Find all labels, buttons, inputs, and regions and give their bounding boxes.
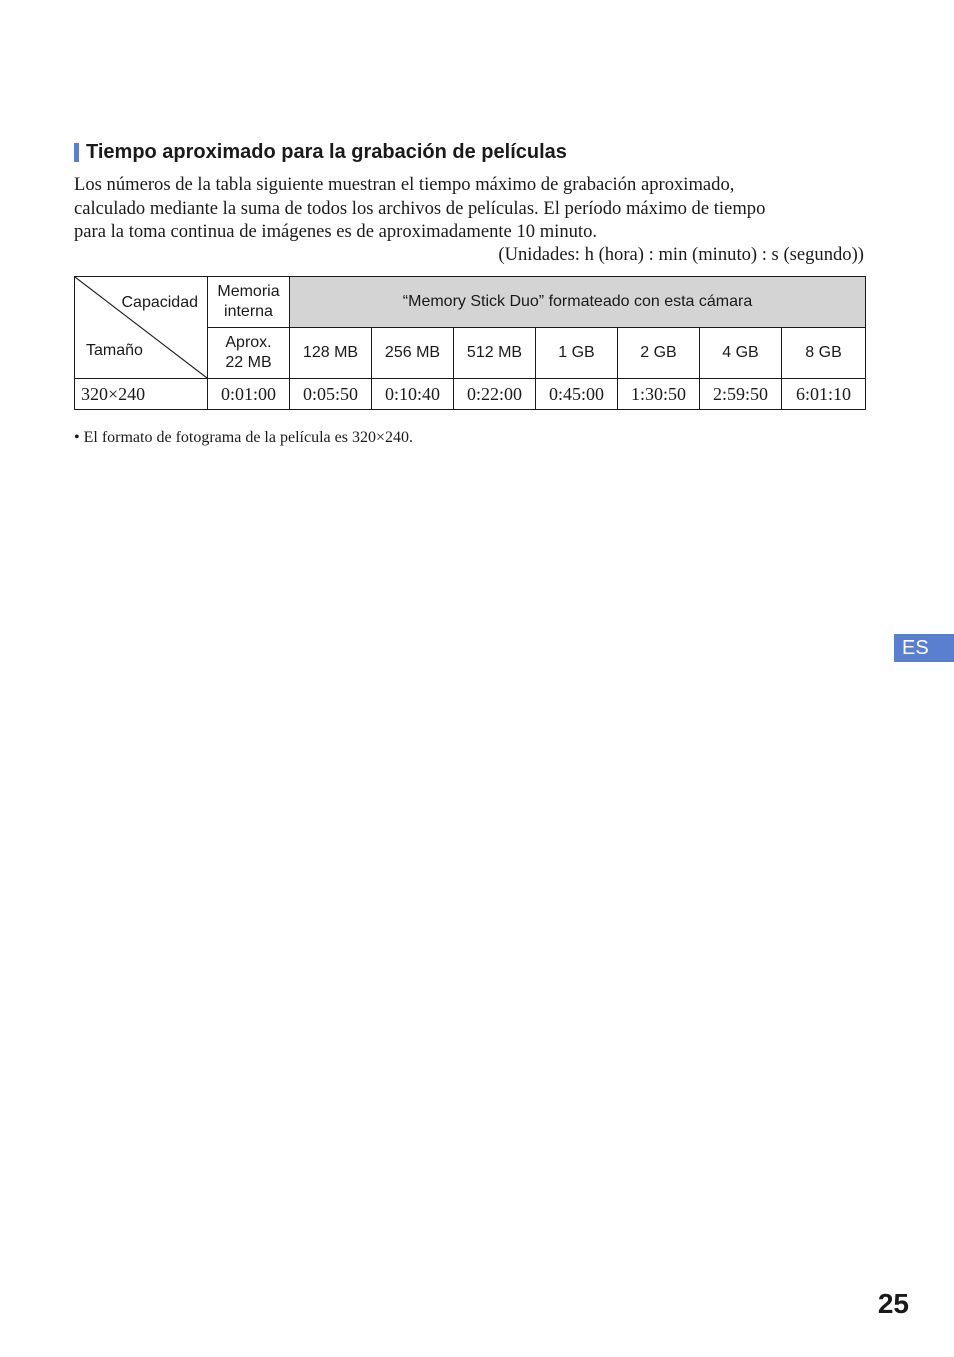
capacity-header: 8 GB	[782, 328, 866, 379]
time-cell: 0:01:00	[208, 379, 290, 410]
page-number: 25	[877, 1288, 909, 1319]
capacity-header: 256 MB	[372, 328, 454, 379]
time-cell: 0:22:00	[454, 379, 536, 410]
time-cell: 0:45:00	[536, 379, 618, 410]
time-cell: 0:10:40	[372, 379, 454, 410]
capacity-header: 1 GB	[536, 328, 618, 379]
row-size-cell: 320×240	[75, 379, 208, 410]
table-row	[75, 379, 866, 410]
capacity-label: Aprox. 22 MB	[225, 334, 272, 371]
header-memory-stick: “Memory Stick Duo” formateado con esta cámara	[290, 277, 866, 328]
recording-time-table	[74, 276, 866, 410]
table-corner-cell	[75, 277, 208, 379]
header-internal-memory-label: Memoria interna	[217, 283, 280, 320]
intro-line: Los números de la tabla siguiente muestran el tiempo máximo de grabación aproximado,	[74, 174, 735, 195]
corner-capacity-label: Capacidad	[121, 294, 198, 311]
time-cell: 1:30:50	[618, 379, 700, 410]
time-cell: 0:05:50	[290, 379, 372, 410]
intro-line: calculado mediante la suma de todos los archivos de películas. El período máximo de tiempo	[74, 197, 766, 219]
header-internal-memory	[208, 277, 290, 328]
time-cell: 6:01:10	[782, 379, 866, 410]
capacity-header	[208, 328, 290, 379]
language-tab: ES	[894, 634, 954, 662]
intro-paragraph	[74, 173, 864, 244]
section-title: Tiempo aproximado para la grabación de películas	[86, 140, 567, 163]
capacity-header: 4 GB	[700, 328, 782, 379]
units-note: (Unidades: h (hora) : min (minuto) : s (segundo))	[498, 244, 864, 265]
capacity-header: 128 MB	[290, 328, 372, 379]
time-cell: 2:59:50	[700, 379, 782, 410]
heading-marker-icon	[74, 143, 79, 162]
footnote: • El formato de fotograma de la película es 320×240.	[74, 429, 413, 446]
corner-size-label: Tamaño	[86, 342, 143, 359]
intro-line: para la toma continua de imágenes es de aproximadamente 10 minuto.	[74, 221, 598, 242]
capacity-header: 2 GB	[618, 328, 700, 379]
section-heading	[74, 140, 567, 164]
capacity-header: 512 MB	[454, 328, 536, 379]
